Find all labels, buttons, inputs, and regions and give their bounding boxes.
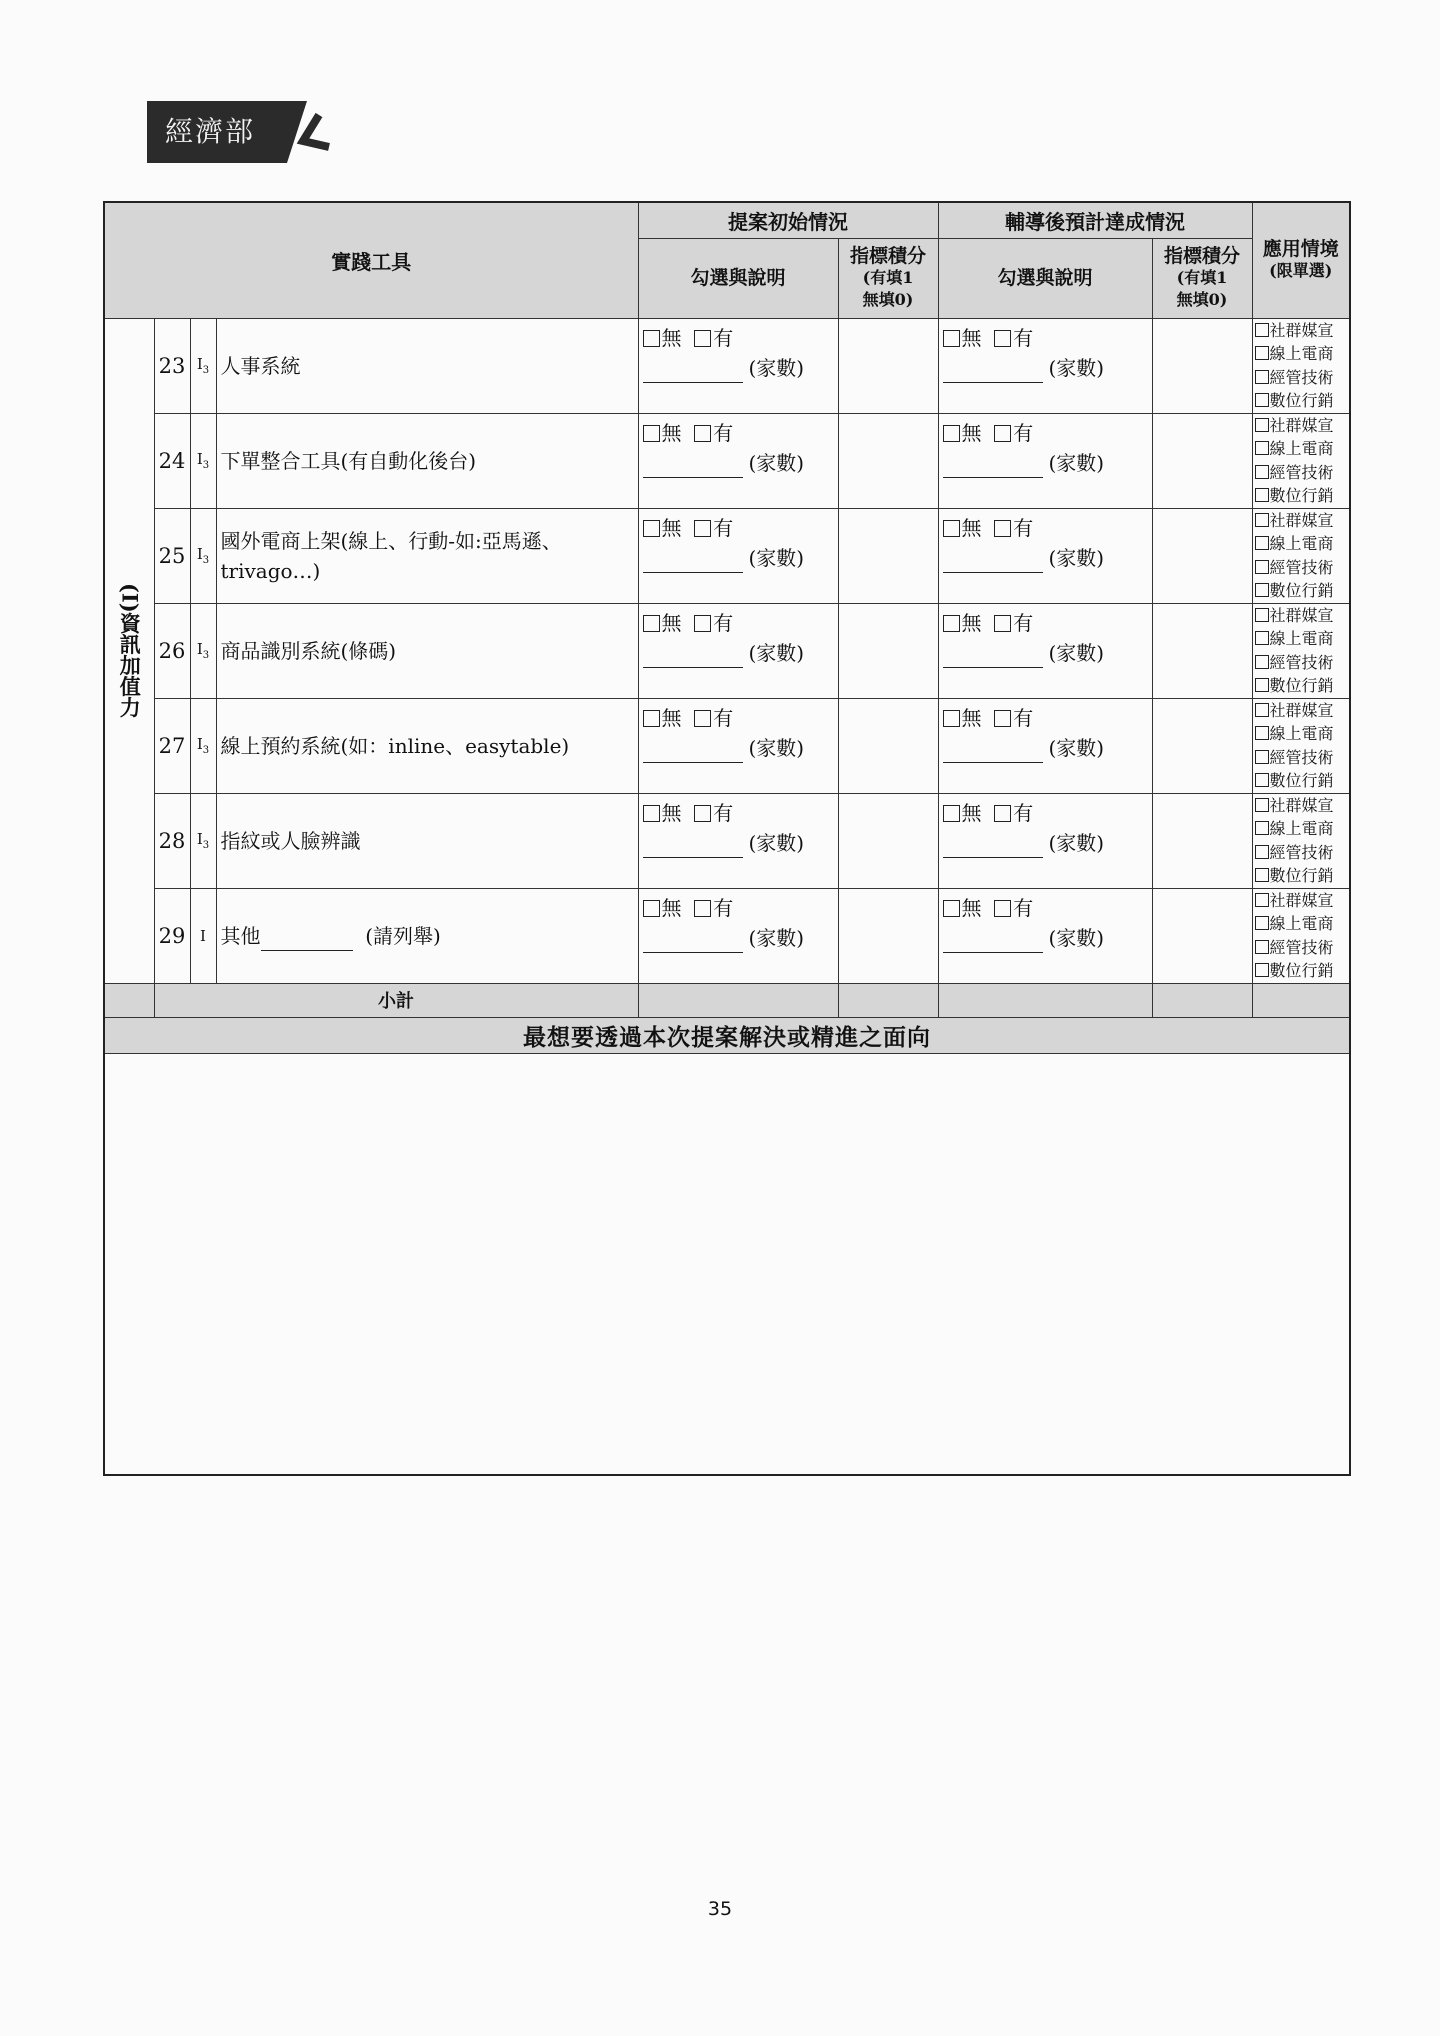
no-checkbox[interactable] <box>943 425 960 442</box>
app-option-label: 社群媒宣 <box>1269 415 1334 435</box>
yes-label: 有 <box>713 610 734 635</box>
count-unit-label: (家數) <box>748 355 805 380</box>
app-option-checkbox[interactable] <box>1255 631 1269 645</box>
app-option-label: 經管技術 <box>1269 652 1334 672</box>
app-option[interactable] <box>1255 366 1350 390</box>
app-option-checkbox[interactable] <box>1255 726 1269 740</box>
row-number: 23 <box>154 318 190 413</box>
row-number: 25 <box>154 508 190 603</box>
app-option-label: 社群媒宣 <box>1269 510 1334 530</box>
app-option-checkbox[interactable] <box>1255 323 1269 337</box>
app-option-checkbox[interactable] <box>1255 346 1269 360</box>
table-row <box>104 318 1350 413</box>
yes-label: 有 <box>713 895 734 920</box>
row-number: 24 <box>154 413 190 508</box>
count-input[interactable] <box>643 552 743 573</box>
app-option[interactable] <box>1255 936 1350 960</box>
initial-check-cell <box>638 793 838 888</box>
app-option[interactable] <box>1255 651 1350 675</box>
assessment-table <box>103 201 1351 1476</box>
app-option-label: 線上電商 <box>1269 724 1334 743</box>
count-unit-label: (家數) <box>748 830 805 855</box>
row-code: $I_3$ <box>190 603 216 698</box>
app-option[interactable] <box>1255 722 1350 746</box>
tool-name: 下單整合工具(有自動化後台) <box>216 413 638 508</box>
yes-checkbox[interactable] <box>694 520 711 537</box>
no-checkbox[interactable] <box>943 900 960 917</box>
group-header-after: 輔導後預計達成情況 <box>938 202 1252 238</box>
after-check-cell <box>938 793 1152 888</box>
app-option-checkbox[interactable] <box>1255 678 1269 692</box>
app-option-checkbox[interactable] <box>1255 821 1269 835</box>
subtotal-app <box>1252 983 1350 1017</box>
app-option-label: 經管技術 <box>1269 462 1334 482</box>
subtotal-label: 小計 <box>154 983 638 1017</box>
app-option[interactable] <box>1255 746 1350 770</box>
table-row <box>104 508 1350 603</box>
col-header-tool: 實踐工具 <box>104 202 638 318</box>
app-option[interactable] <box>1255 414 1350 438</box>
app-option[interactable] <box>1255 556 1350 580</box>
ministry-name: 經濟部 <box>147 101 287 163</box>
app-option[interactable] <box>1255 342 1350 366</box>
row-number: 29 <box>154 888 190 983</box>
count-input[interactable] <box>943 552 1043 573</box>
app-option-label: 社群媒宣 <box>1269 795 1334 815</box>
count-input[interactable] <box>643 647 743 668</box>
no-checkbox[interactable] <box>943 805 960 822</box>
no-label: 無 <box>961 325 982 350</box>
app-option-checkbox[interactable] <box>1255 963 1269 977</box>
initial-check-cell <box>638 318 838 413</box>
no-label: 無 <box>961 420 982 445</box>
initial-check-cell <box>638 603 838 698</box>
yes-label: 有 <box>1013 705 1034 730</box>
app-option[interactable] <box>1255 604 1350 628</box>
app-option[interactable] <box>1255 319 1350 343</box>
yes-checkbox[interactable] <box>694 900 711 917</box>
initial-check-cell <box>638 508 838 603</box>
app-option-checkbox[interactable] <box>1255 655 1269 669</box>
yes-label: 有 <box>713 420 734 445</box>
app-option[interactable] <box>1255 509 1350 533</box>
row-code: $I_3$ <box>190 793 216 888</box>
app-option-checkbox[interactable] <box>1255 583 1269 597</box>
app-option-label: 數位行銷 <box>1269 961 1334 980</box>
app-scenario-cell <box>1252 888 1350 983</box>
tool-name: 指紋或人臉辨識 <box>216 793 638 888</box>
count-unit-label: (家數) <box>748 450 805 475</box>
col-header-app: 應用情境 (限單選) <box>1252 202 1350 318</box>
app-option-checkbox[interactable] <box>1255 560 1269 574</box>
row-code: $I_3$ <box>190 698 216 793</box>
score-initial-cell[interactable] <box>838 698 938 793</box>
row-code: $I_3$ <box>190 508 216 603</box>
no-checkbox[interactable] <box>643 900 660 917</box>
goal-title: 最想要透過本次提案解決或精進之面向 <box>104 1017 1350 1053</box>
app-option-checkbox[interactable] <box>1255 488 1269 502</box>
no-label: 無 <box>961 610 982 635</box>
subtotal-check-after <box>938 983 1152 1017</box>
yes-label: 有 <box>1013 515 1034 540</box>
count-unit-label: (家數) <box>1048 640 1105 665</box>
after-check-cell <box>938 508 1152 603</box>
tool-name: 商品識別系統(條碼) <box>216 603 638 698</box>
app-scenario-cell <box>1252 793 1350 888</box>
initial-check-cell <box>638 413 838 508</box>
app-option-checkbox[interactable] <box>1255 370 1269 384</box>
no-label: 無 <box>661 800 682 825</box>
app-scenario-cell <box>1252 603 1350 698</box>
table-row <box>104 698 1350 793</box>
tool-name: 其他 (請列舉) <box>216 888 638 983</box>
no-label: 無 <box>961 705 982 730</box>
app-option-label: 數位行銷 <box>1269 866 1334 885</box>
no-checkbox[interactable] <box>643 330 660 347</box>
after-check-cell <box>938 603 1152 698</box>
count-unit-label: (家數) <box>748 735 805 760</box>
table-row <box>104 413 1350 508</box>
count-input[interactable] <box>643 742 743 763</box>
count-unit-label: (家數) <box>1048 925 1105 950</box>
app-option[interactable] <box>1255 864 1350 888</box>
app-option-label: 線上電商 <box>1269 344 1334 363</box>
app-option[interactable] <box>1255 817 1350 841</box>
row-number: 26 <box>154 603 190 698</box>
yes-checkbox[interactable] <box>694 425 711 442</box>
after-check-cell <box>938 698 1152 793</box>
count-unit-label: (家數) <box>1048 355 1105 380</box>
app-option-label: 經管技術 <box>1269 557 1334 577</box>
score-after-cell[interactable] <box>1152 793 1252 888</box>
count-input[interactable] <box>643 932 743 953</box>
count-unit-label: (家數) <box>1048 735 1105 760</box>
goal-free-text-area[interactable] <box>104 1053 1350 1475</box>
subtotal-spacer <box>104 983 154 1017</box>
app-option[interactable] <box>1255 484 1350 508</box>
app-option-label: 社群媒宣 <box>1269 605 1334 625</box>
row-code: $I_3$ <box>190 318 216 413</box>
tool-name: 國外電商上架(線上、行動-如:亞馬遜、trivago…) <box>216 508 638 603</box>
app-option-checkbox[interactable] <box>1255 798 1269 812</box>
score-after-cell[interactable] <box>1152 318 1252 413</box>
subtotal-check-initial <box>638 983 838 1017</box>
app-option[interactable] <box>1255 532 1350 556</box>
app-option[interactable] <box>1255 794 1350 818</box>
yes-label: 有 <box>713 515 734 540</box>
app-option[interactable] <box>1255 912 1350 936</box>
yes-label: 有 <box>713 325 734 350</box>
row-code: $I_3$ <box>190 413 216 508</box>
app-option-checkbox[interactable] <box>1255 418 1269 432</box>
yes-label: 有 <box>1013 610 1034 635</box>
row-code: I <box>190 888 216 983</box>
app-option[interactable] <box>1255 674 1350 698</box>
no-checkbox[interactable] <box>943 710 960 727</box>
yes-checkbox[interactable] <box>994 710 1011 727</box>
table-row <box>104 888 1350 983</box>
app-option-checkbox[interactable] <box>1255 773 1269 787</box>
no-label: 無 <box>661 325 682 350</box>
yes-checkbox[interactable] <box>694 805 711 822</box>
app-option-label: 數位行銷 <box>1269 391 1334 410</box>
group-header-initial: 提案初始情況 <box>638 202 938 238</box>
app-option-checkbox[interactable] <box>1255 441 1269 455</box>
subtotal-score-after[interactable] <box>1152 983 1252 1017</box>
yes-checkbox[interactable] <box>994 900 1011 917</box>
yes-checkbox[interactable] <box>994 805 1011 822</box>
app-option-label: 線上電商 <box>1269 439 1334 458</box>
col-header-check-after: 勾選與說明 <box>938 238 1152 318</box>
app-option-label: 經管技術 <box>1269 747 1334 767</box>
ministry-emblem-icon <box>269 101 349 163</box>
initial-check-cell <box>638 888 838 983</box>
no-checkbox[interactable] <box>643 710 660 727</box>
score-initial-cell[interactable] <box>838 793 938 888</box>
score-initial-cell[interactable] <box>838 508 938 603</box>
count-input[interactable] <box>943 647 1043 668</box>
yes-checkbox[interactable] <box>994 330 1011 347</box>
yes-label: 有 <box>1013 895 1034 920</box>
category-label: (I)資訊加值力 <box>104 318 154 983</box>
app-option-checkbox[interactable] <box>1255 845 1269 859</box>
row-number: 28 <box>154 793 190 888</box>
yes-checkbox[interactable] <box>694 330 711 347</box>
app-option[interactable] <box>1255 579 1350 603</box>
app-option-label: 線上電商 <box>1269 534 1334 553</box>
count-unit-label: (家數) <box>1048 545 1105 570</box>
no-checkbox[interactable] <box>643 425 660 442</box>
yes-checkbox[interactable] <box>994 520 1011 537</box>
no-label: 無 <box>661 515 682 540</box>
after-check-cell <box>938 413 1152 508</box>
app-scenario-cell <box>1252 413 1350 508</box>
count-input[interactable] <box>643 837 743 858</box>
yes-checkbox[interactable] <box>694 615 711 632</box>
app-option[interactable] <box>1255 769 1350 793</box>
no-label: 無 <box>961 895 982 920</box>
app-option-label: 數位行銷 <box>1269 581 1334 600</box>
no-label: 無 <box>961 515 982 540</box>
other-input[interactable] <box>261 930 353 951</box>
no-checkbox[interactable] <box>943 330 960 347</box>
count-input[interactable] <box>943 362 1043 383</box>
count-input[interactable] <box>943 837 1043 858</box>
score-initial-cell[interactable] <box>838 888 938 983</box>
no-checkbox[interactable] <box>643 615 660 632</box>
col-header-score-initial: 指標積分 (有填1 無填0) <box>838 238 938 318</box>
table-row <box>104 793 1350 888</box>
app-option-checkbox[interactable] <box>1255 703 1269 717</box>
score-initial-cell[interactable] <box>838 603 938 698</box>
row-number: 27 <box>154 698 190 793</box>
no-label: 無 <box>661 705 682 730</box>
app-scenario-cell <box>1252 318 1350 413</box>
count-unit-label: (家數) <box>748 925 805 950</box>
col-header-score-after: 指標積分 (有填1 無填0) <box>1152 238 1252 318</box>
yes-label: 有 <box>1013 420 1034 445</box>
no-label: 無 <box>961 800 982 825</box>
app-option[interactable] <box>1255 959 1350 983</box>
app-option-checkbox[interactable] <box>1255 465 1269 479</box>
app-option-label: 社群媒宣 <box>1269 700 1334 720</box>
no-label: 無 <box>661 610 682 635</box>
app-option-label: 經管技術 <box>1269 937 1334 957</box>
score-initial-cell[interactable] <box>838 413 938 508</box>
yes-label: 有 <box>1013 325 1034 350</box>
count-unit-label: (家數) <box>1048 830 1105 855</box>
no-checkbox[interactable] <box>943 615 960 632</box>
col-header-check-initial: 勾選與說明 <box>638 238 838 318</box>
app-option-label: 線上電商 <box>1269 914 1334 933</box>
yes-checkbox[interactable] <box>694 710 711 727</box>
app-option-checkbox[interactable] <box>1255 916 1269 930</box>
app-option-label: 數位行銷 <box>1269 771 1334 790</box>
yes-checkbox[interactable] <box>994 615 1011 632</box>
app-option-label: 數位行銷 <box>1269 676 1334 695</box>
count-input[interactable] <box>643 362 743 383</box>
tool-name: 人事系統 <box>216 318 638 413</box>
app-option-checkbox[interactable] <box>1255 868 1269 882</box>
score-initial-cell[interactable] <box>838 318 938 413</box>
score-after-cell[interactable] <box>1152 698 1252 793</box>
app-option[interactable] <box>1255 699 1350 723</box>
no-label: 無 <box>661 420 682 445</box>
score-after-cell[interactable] <box>1152 413 1252 508</box>
app-option[interactable] <box>1255 461 1350 485</box>
count-input[interactable] <box>943 742 1043 763</box>
app-option[interactable] <box>1255 389 1350 413</box>
app-option-label: 線上電商 <box>1269 629 1334 648</box>
count-unit-label: (家數) <box>748 545 805 570</box>
score-after-cell[interactable] <box>1152 888 1252 983</box>
subtotal-score-initial[interactable] <box>838 983 938 1017</box>
app-option-checkbox[interactable] <box>1255 750 1269 764</box>
table-row <box>104 603 1350 698</box>
after-check-cell <box>938 318 1152 413</box>
app-option-checkbox[interactable] <box>1255 513 1269 527</box>
yes-label: 有 <box>713 800 734 825</box>
yes-checkbox[interactable] <box>994 425 1011 442</box>
count-unit-label: (家數) <box>1048 450 1105 475</box>
app-option-label: 社群媒宣 <box>1269 320 1334 340</box>
app-option-label: 數位行銷 <box>1269 486 1334 505</box>
score-after-cell[interactable] <box>1152 603 1252 698</box>
app-option-checkbox[interactable] <box>1255 393 1269 407</box>
app-option-checkbox[interactable] <box>1255 536 1269 550</box>
app-option-checkbox[interactable] <box>1255 893 1269 907</box>
app-option-label: 社群媒宣 <box>1269 890 1334 910</box>
app-option-checkbox[interactable] <box>1255 608 1269 622</box>
after-check-cell <box>938 888 1152 983</box>
app-option-label: 線上電商 <box>1269 819 1334 838</box>
count-unit-label: (家數) <box>748 640 805 665</box>
no-checkbox[interactable] <box>943 520 960 537</box>
count-input[interactable] <box>943 457 1043 478</box>
count-input[interactable] <box>643 457 743 478</box>
ministry-logo <box>147 101 347 163</box>
app-option-label: 經管技術 <box>1269 842 1334 862</box>
no-checkbox[interactable] <box>643 520 660 537</box>
app-option[interactable] <box>1255 437 1350 461</box>
app-scenario-cell <box>1252 508 1350 603</box>
no-label: 無 <box>661 895 682 920</box>
app-option-label: 經管技術 <box>1269 367 1334 387</box>
app-option[interactable] <box>1255 889 1350 913</box>
app-option[interactable] <box>1255 627 1350 651</box>
page-number: 35 <box>707 1898 733 1920</box>
app-option-checkbox[interactable] <box>1255 940 1269 954</box>
no-checkbox[interactable] <box>643 805 660 822</box>
app-option[interactable] <box>1255 841 1350 865</box>
count-input[interactable] <box>943 932 1043 953</box>
tool-name: 線上預約系統(如：inline、easytable) <box>216 698 638 793</box>
score-after-cell[interactable] <box>1152 508 1252 603</box>
yes-label: 有 <box>1013 800 1034 825</box>
initial-check-cell <box>638 698 838 793</box>
yes-label: 有 <box>713 705 734 730</box>
app-scenario-cell <box>1252 698 1350 793</box>
